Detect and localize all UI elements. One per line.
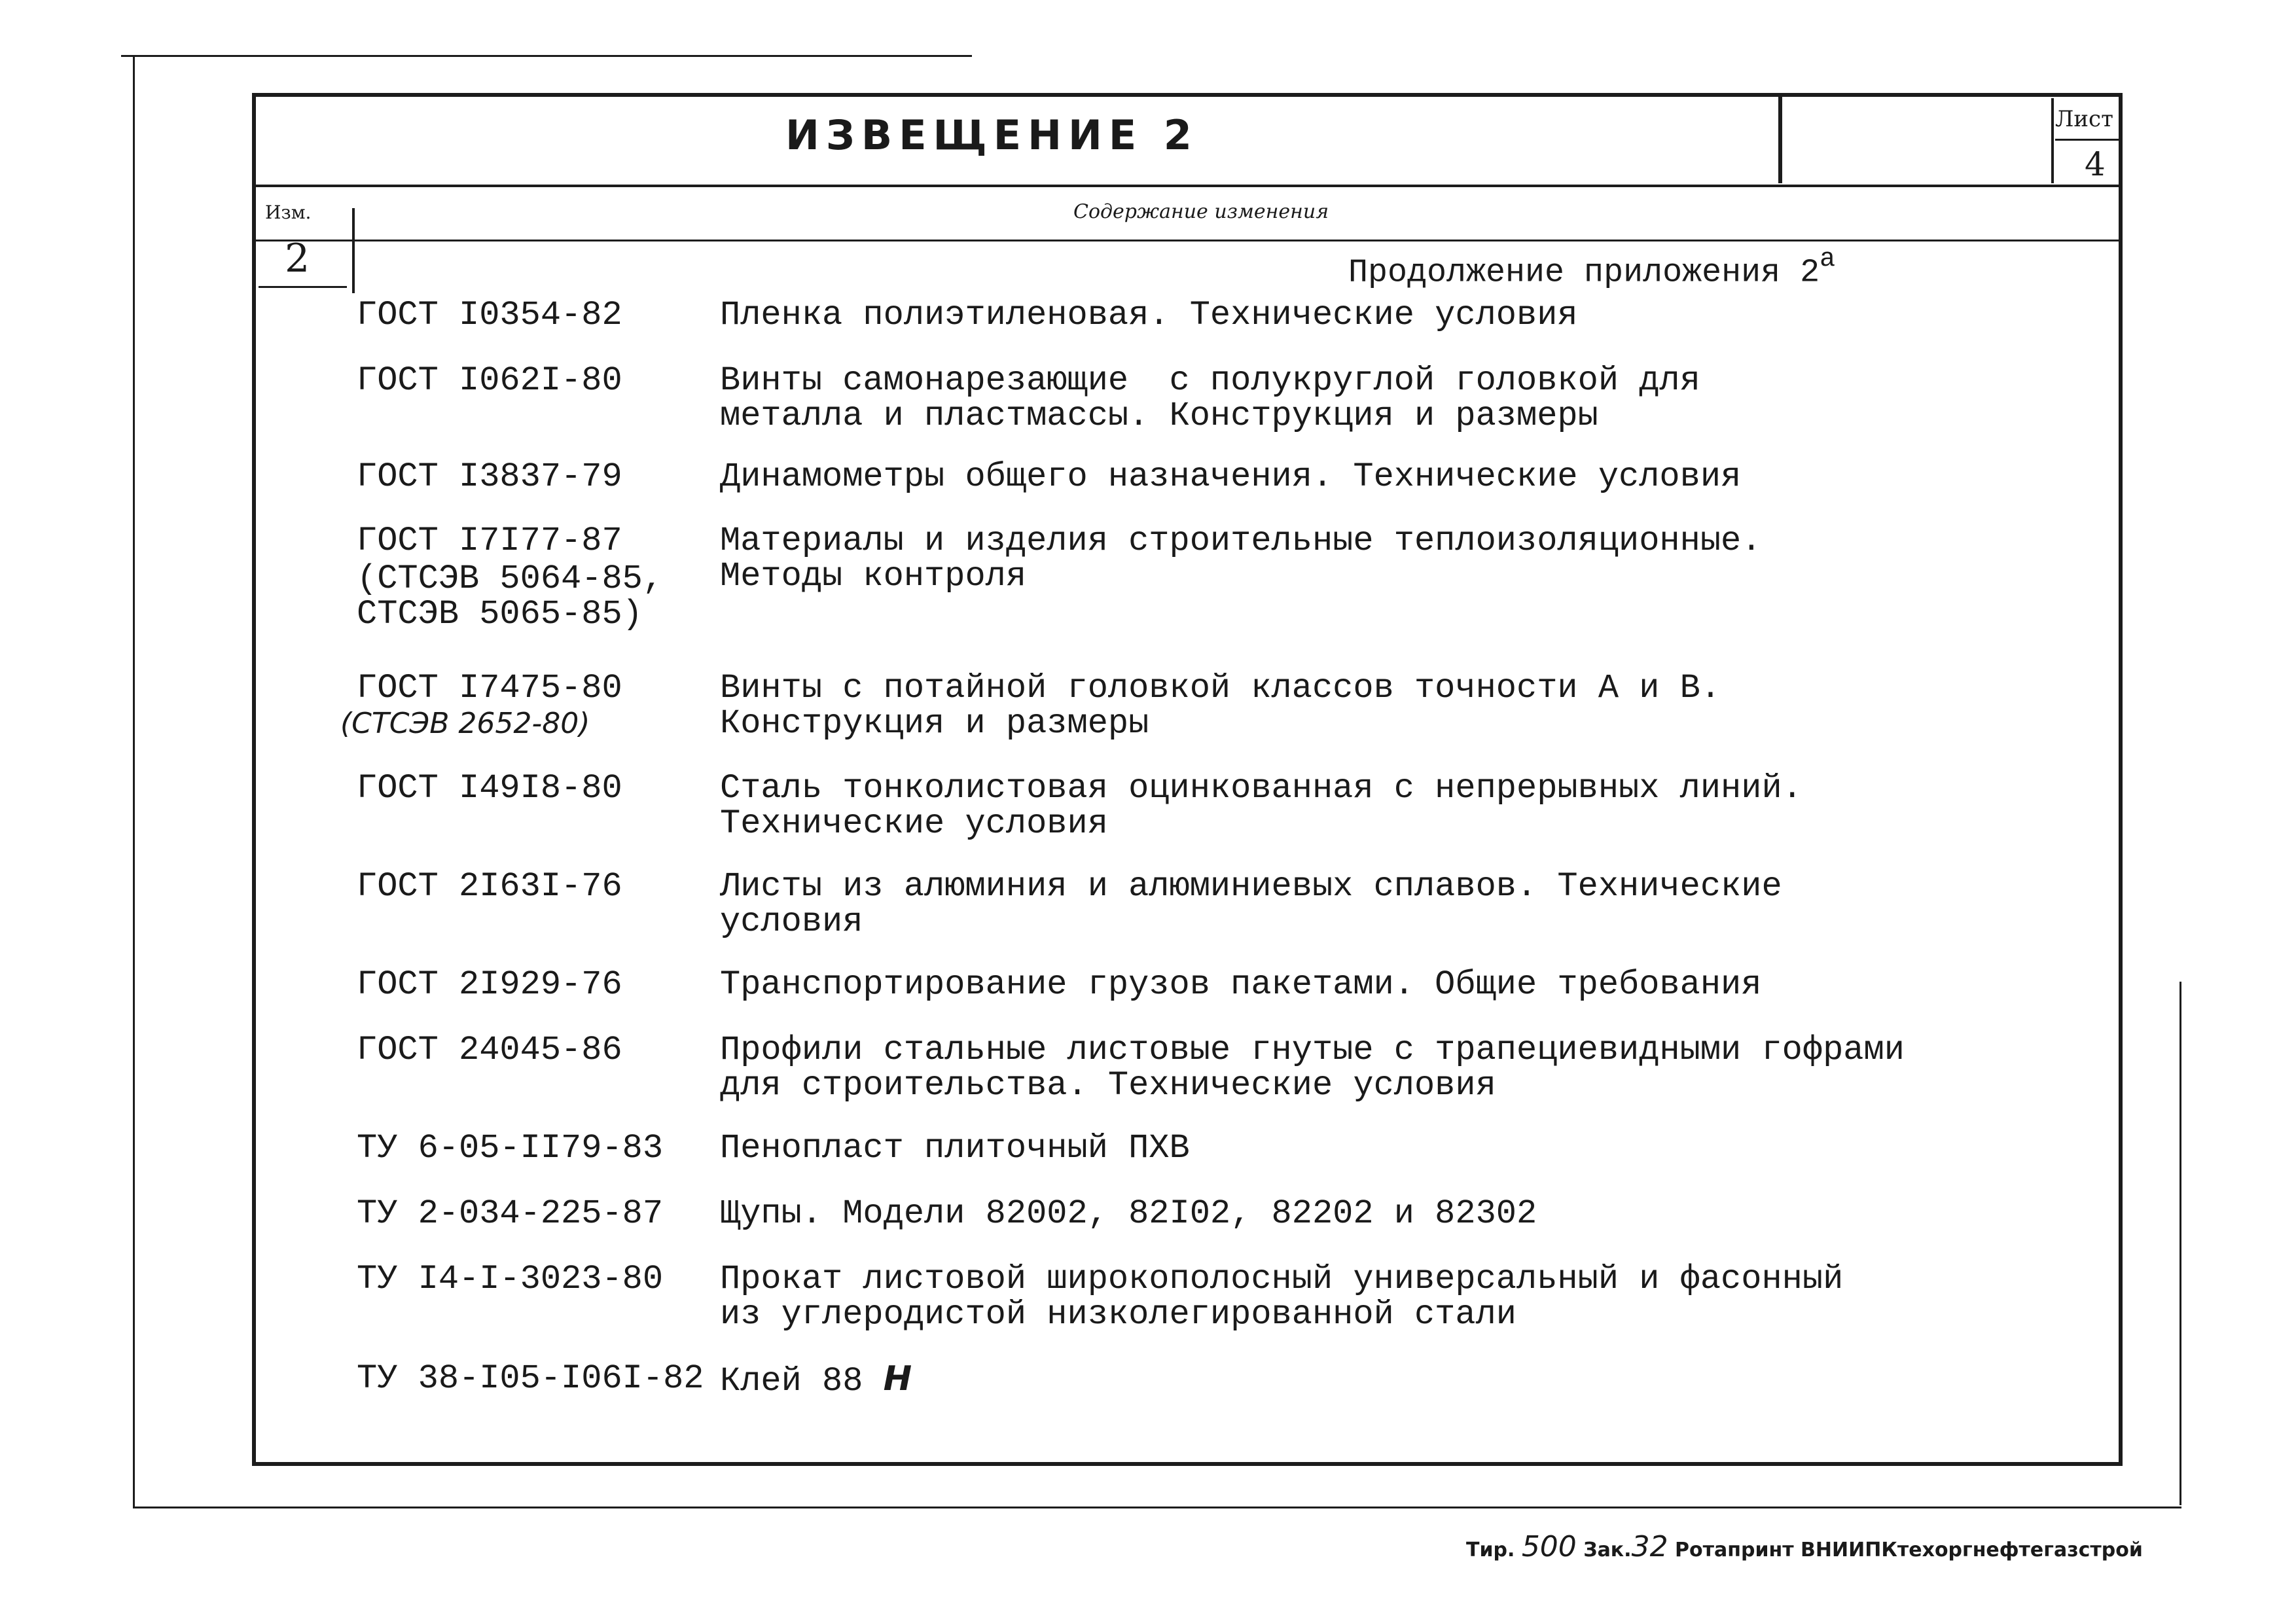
description-line: Пленка полиэтиленовая. Технические условия (720, 296, 1578, 334)
standard-code: ГОСТ I0354-82 (357, 296, 622, 334)
description-line: условия (720, 902, 863, 941)
continuation-text: Продолжение приложения 2 (1348, 254, 1820, 292)
description-line: Винты с потайной головкой классов точности А и В. (720, 669, 1721, 707)
description-handwritten: Н (883, 1359, 912, 1399)
izm-label: Изм. (265, 202, 312, 223)
header-divider-line (252, 185, 2123, 187)
print-footer (1466, 1530, 2143, 1563)
sheet-label: Лист (2055, 106, 2113, 132)
footer-zak-label: Зак. (1583, 1539, 1632, 1561)
outer-left-line (133, 55, 135, 1508)
sheet-box-mid-line (2055, 139, 2121, 141)
standard-code: ГОСТ I3837-79 (357, 457, 622, 496)
standard-code: ТУ I4-I-3023-80 (357, 1260, 664, 1298)
code-harmonized: СТСЭВ 5065-85) (357, 595, 643, 633)
standard-description (720, 1361, 912, 1399)
izm-value: 2 (285, 236, 310, 281)
standard-description (720, 967, 1761, 1003)
description-line: Клей 88 (720, 1362, 884, 1400)
description-line: Листы из алюминия и алюминиевых сплавов. Технические (720, 867, 1782, 906)
description-line: для строительства. Технические условия (720, 1066, 1496, 1105)
standard-description (720, 524, 1761, 594)
description-line: Прокат листовой широкополосный универсальный и фасонный (720, 1260, 1844, 1298)
code-main: ГОСТ I7I77-87 (357, 522, 622, 560)
description-line: металла и пластмассы. Конструкция и размеры (720, 397, 1598, 435)
description-line: Технические условия (720, 804, 1108, 843)
sheet-number: 4 (2085, 145, 2106, 183)
description-line: Динамометры общего назначения. Технические условия (720, 457, 1742, 496)
standard-code: ТУ 38-I05-I06I-82 (357, 1359, 704, 1398)
title-right-divider (1778, 95, 1782, 183)
standard-description (720, 298, 1578, 333)
footer-prefix: Тир. (1466, 1539, 1515, 1561)
description-line: Профили стальные листовые гнутые с трапециевидными гофрами (720, 1031, 1905, 1069)
footer-tirazh: 500 (1521, 1530, 1577, 1563)
description-line: Щупы. Модели 82002, 82I02, 82202 и 82302 (720, 1194, 1537, 1233)
notice-title: ИЗВЕЩЕНИЕ 2 (785, 111, 1198, 159)
description-line: из углеродистой низколегированной стали (720, 1295, 1516, 1334)
outer-top-line (121, 55, 972, 57)
standard-description (720, 363, 1700, 434)
description-line: Винты самонарезающие с полукруглой головкой для (720, 361, 1700, 400)
standard-code (357, 524, 663, 632)
standard-code: ГОСТ I062I-80 (357, 361, 622, 400)
izm-divider (352, 208, 355, 293)
standard-description (720, 771, 1803, 842)
code-handwritten: (СТСЭВ 2652-80) (340, 707, 590, 740)
description-line: Материалы и изделия строительные теплоизоляционные. (720, 522, 1762, 560)
content-divider-line (252, 240, 2123, 241)
standard-description (720, 1033, 1905, 1103)
standard-description (720, 869, 1782, 940)
standard-code: ТУ 2-034-225-87 (357, 1194, 664, 1233)
sheet-box-divider (2051, 98, 2054, 183)
description-line: Конструкция и размеры (720, 704, 1149, 743)
footer-zak: 32 (1631, 1530, 1668, 1563)
content-label: Содержание изменения (1073, 200, 1329, 223)
description-line: Сталь тонколистовая оцинкованная с непрерывных линий. (720, 769, 1803, 808)
description-line: Методы контроля (720, 557, 1027, 596)
outer-right-line (2179, 982, 2181, 1505)
outer-bottom-line (133, 1507, 2181, 1508)
izm-underline (259, 286, 347, 288)
code-harmonized: (СТСЭВ 5064-85, (357, 560, 664, 598)
standard-code: ГОСТ 2I63I-76 (357, 867, 622, 906)
standard-description (720, 1262, 1843, 1332)
description-line: Транспортирование грузов пакетами. Общие требования (720, 965, 1762, 1004)
standard-code (340, 669, 622, 741)
footer-printer: Ротапринт ВНИИПКтехоргнефтегазстрой (1675, 1539, 2143, 1561)
description-line: Пенопласт плиточный ПХВ (720, 1129, 1190, 1168)
standard-code: ГОСТ I49I8-80 (357, 769, 622, 808)
standard-description (720, 1131, 1190, 1166)
standard-code: ТУ 6-05-II79-83 (357, 1129, 664, 1168)
standard-code: ГОСТ 2I929-76 (357, 965, 622, 1004)
standard-description (720, 671, 1721, 741)
continuation-heading (1348, 245, 1836, 292)
standard-description (720, 1196, 1537, 1232)
standard-code: ГОСТ 24045-86 (357, 1031, 622, 1069)
continuation-superscript: а (1820, 245, 1836, 274)
standard-description (720, 459, 1741, 495)
code-main: ГОСТ I7475-80 (357, 669, 622, 707)
